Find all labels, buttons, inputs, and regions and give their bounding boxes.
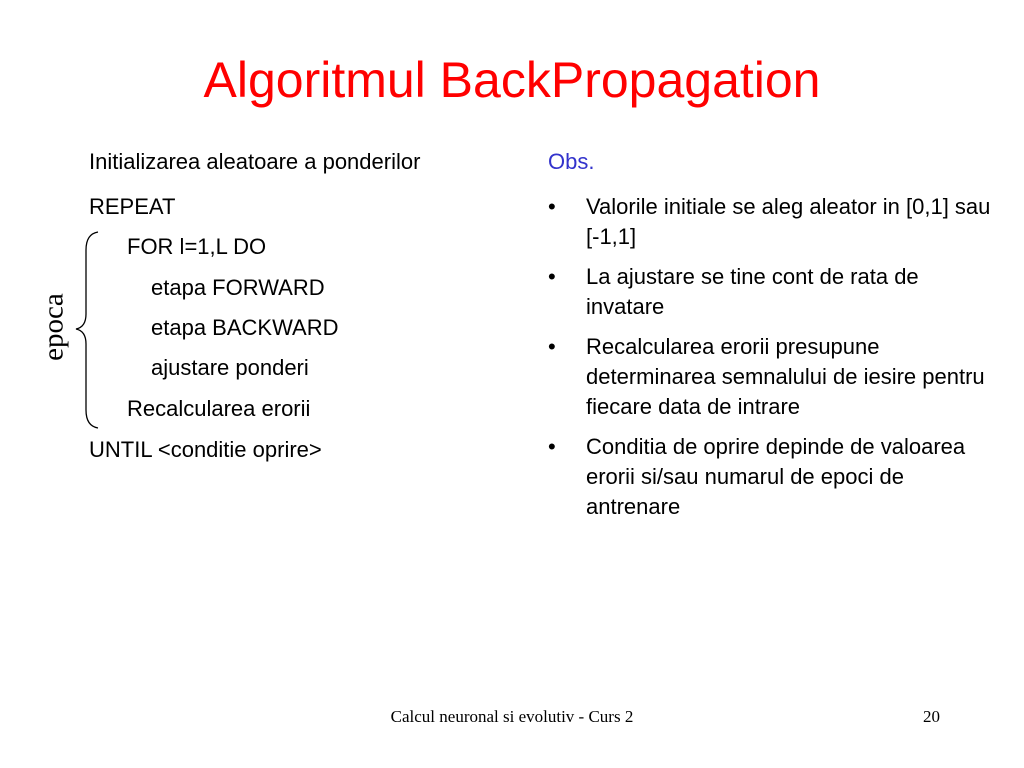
- list-item: [548, 432, 1008, 522]
- obs-item-text: Recalcularea erorii presupune determinarea semnalului de iesire pentru fiecare data de intrare: [586, 334, 985, 419]
- bullet-icon: •: [548, 334, 556, 359]
- algo-line-forward: etapa FORWARD: [151, 275, 325, 300]
- list-item: [548, 262, 1008, 322]
- bullet-icon: •: [548, 434, 556, 459]
- algo-line-init: Initializarea aleatoare a ponderilor: [89, 149, 421, 174]
- algo-line-until: UNTIL <conditie oprire>: [89, 437, 322, 462]
- footer-text: Calcul neuronal si evolutiv - Curs 2: [390, 707, 634, 726]
- obs-item-text: Conditia de oprire depinde de valoarea erorii si/sau numarul de epoci de antrenare: [586, 434, 966, 519]
- bullet-icon: •: [548, 194, 556, 219]
- list-item: [548, 332, 1008, 422]
- list-item: [548, 192, 1008, 252]
- algo-line-backward: etapa BACKWARD: [151, 315, 339, 340]
- algo-line-repeat: REPEAT: [89, 194, 176, 219]
- page-number: 20: [923, 707, 940, 726]
- algo-line-recalc: Recalcularea erorii: [127, 396, 311, 421]
- algo-line-adjust: ajustare ponderi: [151, 355, 309, 380]
- obs-item-text: La ajustare se tine cont de rata de invatare: [586, 264, 919, 319]
- epoch-label-text: epoca: [37, 293, 70, 361]
- obs-bullet-list: [548, 192, 1008, 532]
- algo-line-for: FOR l=1,L DO: [127, 234, 267, 259]
- bullet-icon: •: [548, 264, 556, 289]
- obs-label: Obs.: [548, 149, 595, 174]
- obs-item-text: Valorile initiale se aleg aleator in [0,1] sau [-1,1]: [586, 194, 991, 249]
- slide-title: Algoritmul BackPropagation: [203, 52, 821, 108]
- epoch-brace: [72, 230, 102, 430]
